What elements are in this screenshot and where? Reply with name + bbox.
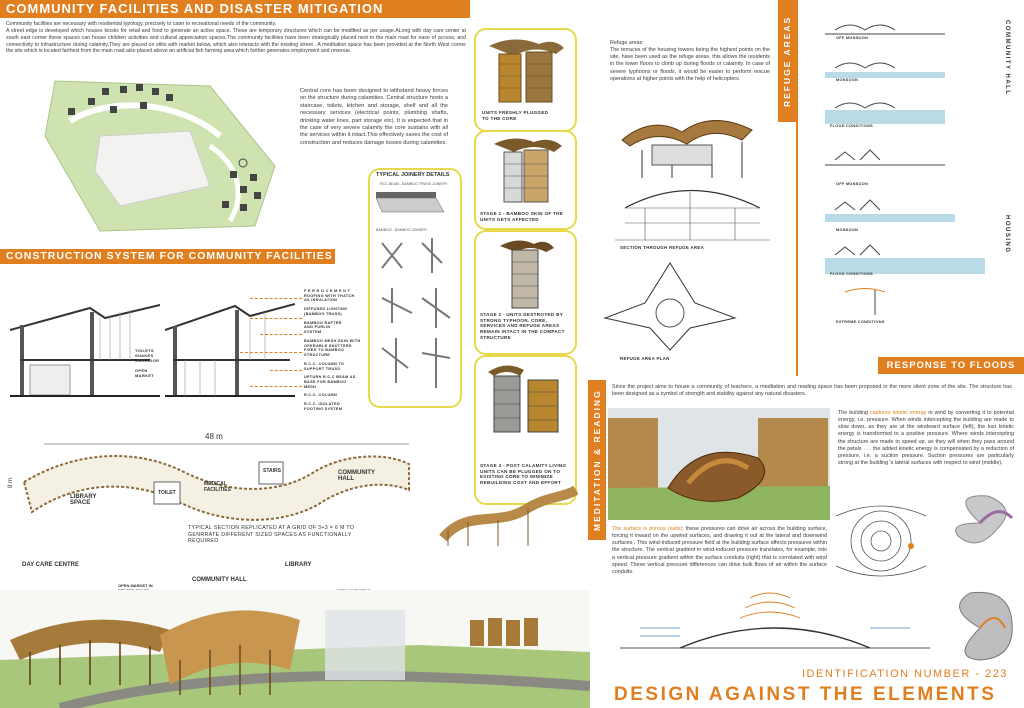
floods-side-top: COMMUNITY HALL (1004, 20, 1010, 96)
flood-cond-bottom-3: EXTREME CONDITIONS (836, 320, 885, 324)
side-label-market: OPEN MARKET (135, 368, 154, 378)
flood-cond-bottom-2: FLOOD CONDITIONS (830, 272, 873, 276)
refuge-text: Refuge areas: The terraces of the housing towers being the highest points on the site, have been used as the refuge areas. this allows the residents in the lower floors to climb up during floods or calamity. In case of severe typhoons or floods, it would be easier to perform rescue operations at higher points with the help of helicopters. (610, 40, 770, 82)
site-render (0, 590, 590, 708)
leader-line (250, 318, 302, 319)
tower-stage-1 (484, 134, 568, 204)
joinery-caption-1: RCC BEAM - BAMBOO TRUSS JOINERY (380, 182, 448, 186)
petal-render-2 (940, 588, 1020, 663)
porous-text (612, 526, 827, 576)
stage-caption-2: STAGE 2 - UNITS DESTROYED BY STRONG TYPHOON. CORE, SERVICES AND REFUGE AREAS REMAIN INTACT IN THE COMPACT STRUCTURE (480, 312, 565, 340)
kinetic-highlight: captures kinetic energy (869, 410, 927, 416)
flood-diagrams (825, 10, 995, 340)
section-drawing-right (165, 298, 295, 410)
tower-stage-2 (494, 236, 558, 310)
grid-note: TYPICAL SECTION REPLICATED AT A GRID OF 3+3 = 6 M TO GENRRATE DIFFERENT SIZED SPACES AS FUNCTIONALLY REQUIRED (188, 525, 355, 545)
leader-line (250, 386, 302, 387)
side-label-toilets: TOILETS SHAKES CORRIDOR (135, 348, 160, 363)
construction-label: R.C.C. COLUMN TO SUPPORT TRUSS (304, 361, 345, 371)
section-wind (620, 588, 930, 660)
leader-line (240, 352, 302, 353)
construction-label: R.C.C. ISOLATED FOOTING SYSTEM (304, 402, 343, 411)
wind-diagram (836, 496, 936, 586)
construction-label: F E R R O C E M E N T ROOFING WITH THATCH AS INSULATION (304, 289, 355, 303)
flood-cond-top-1: MONSOON (836, 78, 859, 82)
label-day-care: DAY CARE CENTRE (22, 562, 80, 568)
refuge-banner: REFUGE AREAS (778, 0, 796, 122)
plan-side-dimension: 8 m (8, 477, 15, 489)
refuge-section (615, 178, 770, 248)
label-open-market-1: OPEN MARKET IN (118, 583, 153, 588)
refuge-plan-caption: REFUGE AREA PLAN (620, 356, 670, 361)
community-title: COMMUNITY FACILITIES AND DISASTER MITIGATION (0, 0, 470, 18)
leader-line (250, 298, 302, 299)
porous-highlight: The surface is porous (sails) (612, 526, 683, 532)
joinery-caption-2: BAMBOO - BAMBOO JOINERY (376, 228, 428, 232)
skywalk-render (438, 468, 578, 548)
leader-line (270, 370, 302, 371)
meditation-render (608, 408, 830, 520)
flood-cond-bottom-1: MONSOON (836, 228, 859, 232)
stage-caption-0: UNITS FRESHLY PLUGGED TO THE CORE (482, 110, 549, 121)
floods-banner: RESPONSE TO FLOODS (878, 357, 1024, 374)
identification-number: IDENTIFICATION NUMBER - 223 (802, 668, 1008, 680)
space-stairs: STAIRS (263, 468, 281, 474)
construction-title: CONSTRUCTION SYSTEM FOR COMMUNITY FACILITIES (0, 249, 335, 264)
community-intro: Community facilities are necessary with residential typology, precisely to cater to recreational needs of the community. A street edge is developed which houses kiosks for retail and food to generate an active space. These are temporary structures which can be modified as per usage.ALong with day care center at south east corner these spaces can house children activities and cultural appreciation spaces.The community facilities have been strategically placed next to the main road for ease of access, and connectivity to infrastructure during calamity.They are placed on stilts with market below, which also interacts with the existing street . A meditation space has been provided at the North West corner the site which is located farthest from the main road.also placed above an artificial fish farming area which further generates employment and revenue. (6, 21, 466, 55)
flood-cond-top-2: FLOOD CONDITIONS (830, 124, 873, 128)
joinery-title: TYPICAL JOINERY DETAILS (376, 172, 450, 178)
stage-caption-1: STAGE 1 - BAMBOO SKIN OF THE UNITS GETS AFFECTED (480, 211, 564, 222)
kinetic-lead: The building (838, 410, 870, 416)
refuge-section-caption: SECTION THROUGH REFUGE AREA (620, 245, 705, 250)
space-community-hall: COMMUNITY HALL (338, 470, 375, 482)
refuge-render (612, 110, 772, 180)
floods-divider (796, 0, 798, 376)
label-community-hall: COMMUNITY HALL (192, 577, 247, 583)
joinery-details (372, 188, 458, 403)
flood-cond-bottom-0: OFF MONSOON (836, 182, 868, 186)
flood-cond-top-0: OFF MONSOON (836, 36, 868, 40)
porous-body: : these pressures can drive air across the building surface, forcing it inward on the upwind surfaces, and drawing it out at the lateral and downwind surfaces . This wind-induced pressure field at the building surface affects pressures within the structure. The vertical gradient in wind-induced pressure translates, for example, into a vertical pressure gradient within the surface conduits (right) that is correlated with wind speed. These vertical pressure differences can drive bulk flows of air within the surface conduits. (612, 526, 827, 575)
space-medical: MEDICAL FACILITIES (204, 481, 231, 493)
stage-caption-3: STAGE 3 - POST CALAMITY LIVING UNITS CAN BE PLUGGED ON TO EXISTING CORE TO MINIMIZE REBUILDING COST AND EFFORT (480, 463, 567, 486)
plan-dimension: 48 m (205, 432, 223, 441)
refuge-plan (600, 258, 740, 353)
space-toilet: TOILET (158, 490, 176, 496)
tower-stage-3 (484, 360, 570, 434)
floods-side-bottom: HOUSING (1004, 215, 1010, 254)
construction-label: R.C.C. COLUMN (304, 393, 338, 398)
meditation-banner: MEDITATION & READING (588, 380, 606, 540)
construction-label: BAMBOO RAFTER AND PURLIN SYSTEM (304, 320, 342, 335)
core-text: Central core has been designed to withstand heavy forces on the structure during calamities. Central structure hosts a staircase, toilets, kitchen and storage, shelf and all the necessary services (electrical points, plumbing shafts, drinking water lines, part storage etc). It is expected that in the case of very severe calamity the core sustains with all the services within it intact.This effectively saves the cost of construction and reduces damage losses during calamities. (300, 88, 448, 146)
label-library: LIBRARY (285, 562, 312, 568)
kinetic-text (838, 410, 1014, 467)
construction-label: UPTURN R.C.C BEAM AS BASE FOR BAMBOO MESH (304, 375, 356, 389)
tower-stage-0 (484, 34, 568, 104)
construction-labels (304, 289, 374, 412)
kinetic-body: in wind by converting it to potential energy, i.e. pressure. When winds intercepting the building are made to slow down, as they are at the windward surface (left), the lost kinetic energy is transformed to a positive pressure. Where winds intercepting the structure are made to speed up, as they will when they pass around the petals . . . the added kinetic energy is compensated by a reduction of pressure, i.e. a suction pressure. Suction pressures are particularly strong at the building 's lateral surfaces with respect to wind (middle). (838, 410, 1014, 466)
poster-title: DESIGN AGAINST THE ELEMENTS (614, 684, 997, 705)
space-library: LIBRARY SPACE (70, 494, 97, 506)
construction-label: BAMBOO MESH SKIN WITH OPERABLE SHUTTERS FIXED TO BAMBOO STRUCTURE (304, 338, 361, 358)
site-plan (40, 76, 290, 236)
petal-render-1 (938, 488, 1022, 558)
construction-label: DIFFUSED LIGHTING (BAMBOO TRUSS) (304, 307, 348, 316)
meditation-intro: Since the project aims to house a community of teachers, a meditation and reading space has been proposed in the more silent zone of the site. The structure has been designed as a symbol of strength and stability against any natural disasters. (612, 384, 1012, 398)
leader-line (260, 334, 302, 335)
